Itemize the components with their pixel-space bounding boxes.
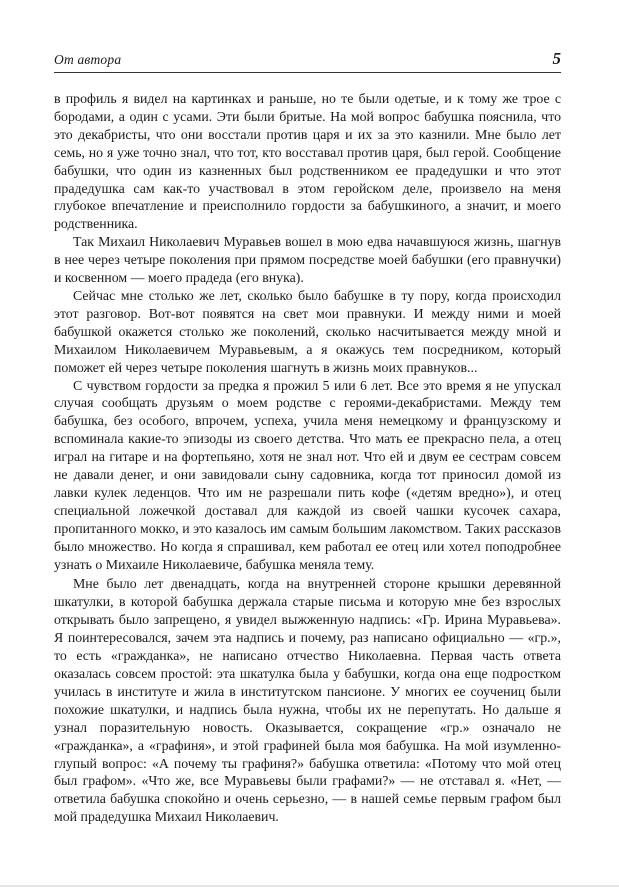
header-rule <box>54 72 561 73</box>
paragraph: Так Михаил Николаевич Муравьев вошел в мою едва начавшуюся жизнь, шагнув в нее через четыре поколения при прямом посредстве моей бабушки (его правнучки) и косвенном — моего прадеда (его внука). <box>54 234 561 286</box>
running-header <box>54 50 561 70</box>
body-text <box>54 90 561 826</box>
running-title: От автора <box>54 52 122 67</box>
paragraph-continued: в профиль я видел на картинках и раньше, но те были одетые, и к тому же трое с бородами, а один с усами. Эти были бритые. На мой вопрос бабушка пояснила, что это декабристы, что они восстали против царя и их за это казнили. Мне было лет семь, но я уже точно знал, что тот, кто восставал против царя, был герой. Сообщение бабушки, что один из казненных был родственником ее прадедушки и что этот прадедушка сам как-то участвовал в этом геройском деле, произвело на меня глубокое впечатление и преисполнило гордости за бабушкиного, а значит, и моего родственника. <box>54 91 561 232</box>
paragraph: С чувством гордости за предка я прожил 5 или 6 лет. Все это время я не упускал случая сообщать друзьям о моем родстве с героями-декабристами. Между тем бабушка, без особого, впрочем, успеха, учила меня немецкому и французскому и вспоминала какие-то эпизоды из своего детства. Что мать ее прекрасно пела, а отец играл на гитаре и на фортепьяно, хотя не знал нот. Что ей и двум ее сестрам совсем не давали денег, и они завидовали сыну садовника, когда тот приносил домой из лавки кулек леденцов. Что им не разрешали пить кофе («детям вредно»), и отец специальной ложечкой доставал для каждой из своей чашки кусочек сахара, пропитанного мокко, и это казалось им самым большим лакомством. Таких рассказов было множество. Но когда я спрашивал, кем работал ее отец или хотел поподробнее узнать о Михаиле Николаевиче, бабушка меняла тему. <box>54 377 561 572</box>
paragraph: Сейчас мне столько же лет, сколько было бабушке в ту пору, когда происходил этот разговор. Вот-вот появятся на свет мои правнуки. И между ними и моей бабушкой окажется столько же поколений, сколько насчитывается между мной и Михаилом Николаевичем Муравьевым, а я окажусь тем посредником, который поможет ей через четыре поколения шагнуть в жизнь моих правнуков... <box>54 287 561 375</box>
paragraph: Мне было лет двенадцать, когда на внутренней стороне крышки деревянной шкатулки, в которой бабушка держала старые письма и которую мне без взрослых открывать было запрещено, я увидел выжженную надпись: «Гр. Ирина Муравьева». Я поинтересовался, зачем эта надпись и почему, раз написано официально — «гр.», то есть «гражданка», не написано отчество Николаевна. Первая часть ответа оказалась совсем простой: эта шкатулка была у бабушки, когда она еще подростком училась в институте и жила в институтском пансионе. У многих ее соучениц были похожие шкатулки, и надпись была нужна, чтобы их не перепутать. Но дальше я узнал поразительную новость. Оказывается, сокращение «гр.» означало не «гражданка», а «графиня», и этой графиней была моя бабушка. На мой изумленно-глупый вопрос: «А почему ты графиня?» бабушка ответила: «Потому что мой отец был графом». «Что же, все Муравьевы были графами?» — не отставал я. «Нет, — ответила бабушка спокойно и очень серьезно, — в нашей семье первым графом был мой прадедушка Михаил Николаевич. <box>54 576 561 825</box>
page-number: 5 <box>552 49 561 68</box>
